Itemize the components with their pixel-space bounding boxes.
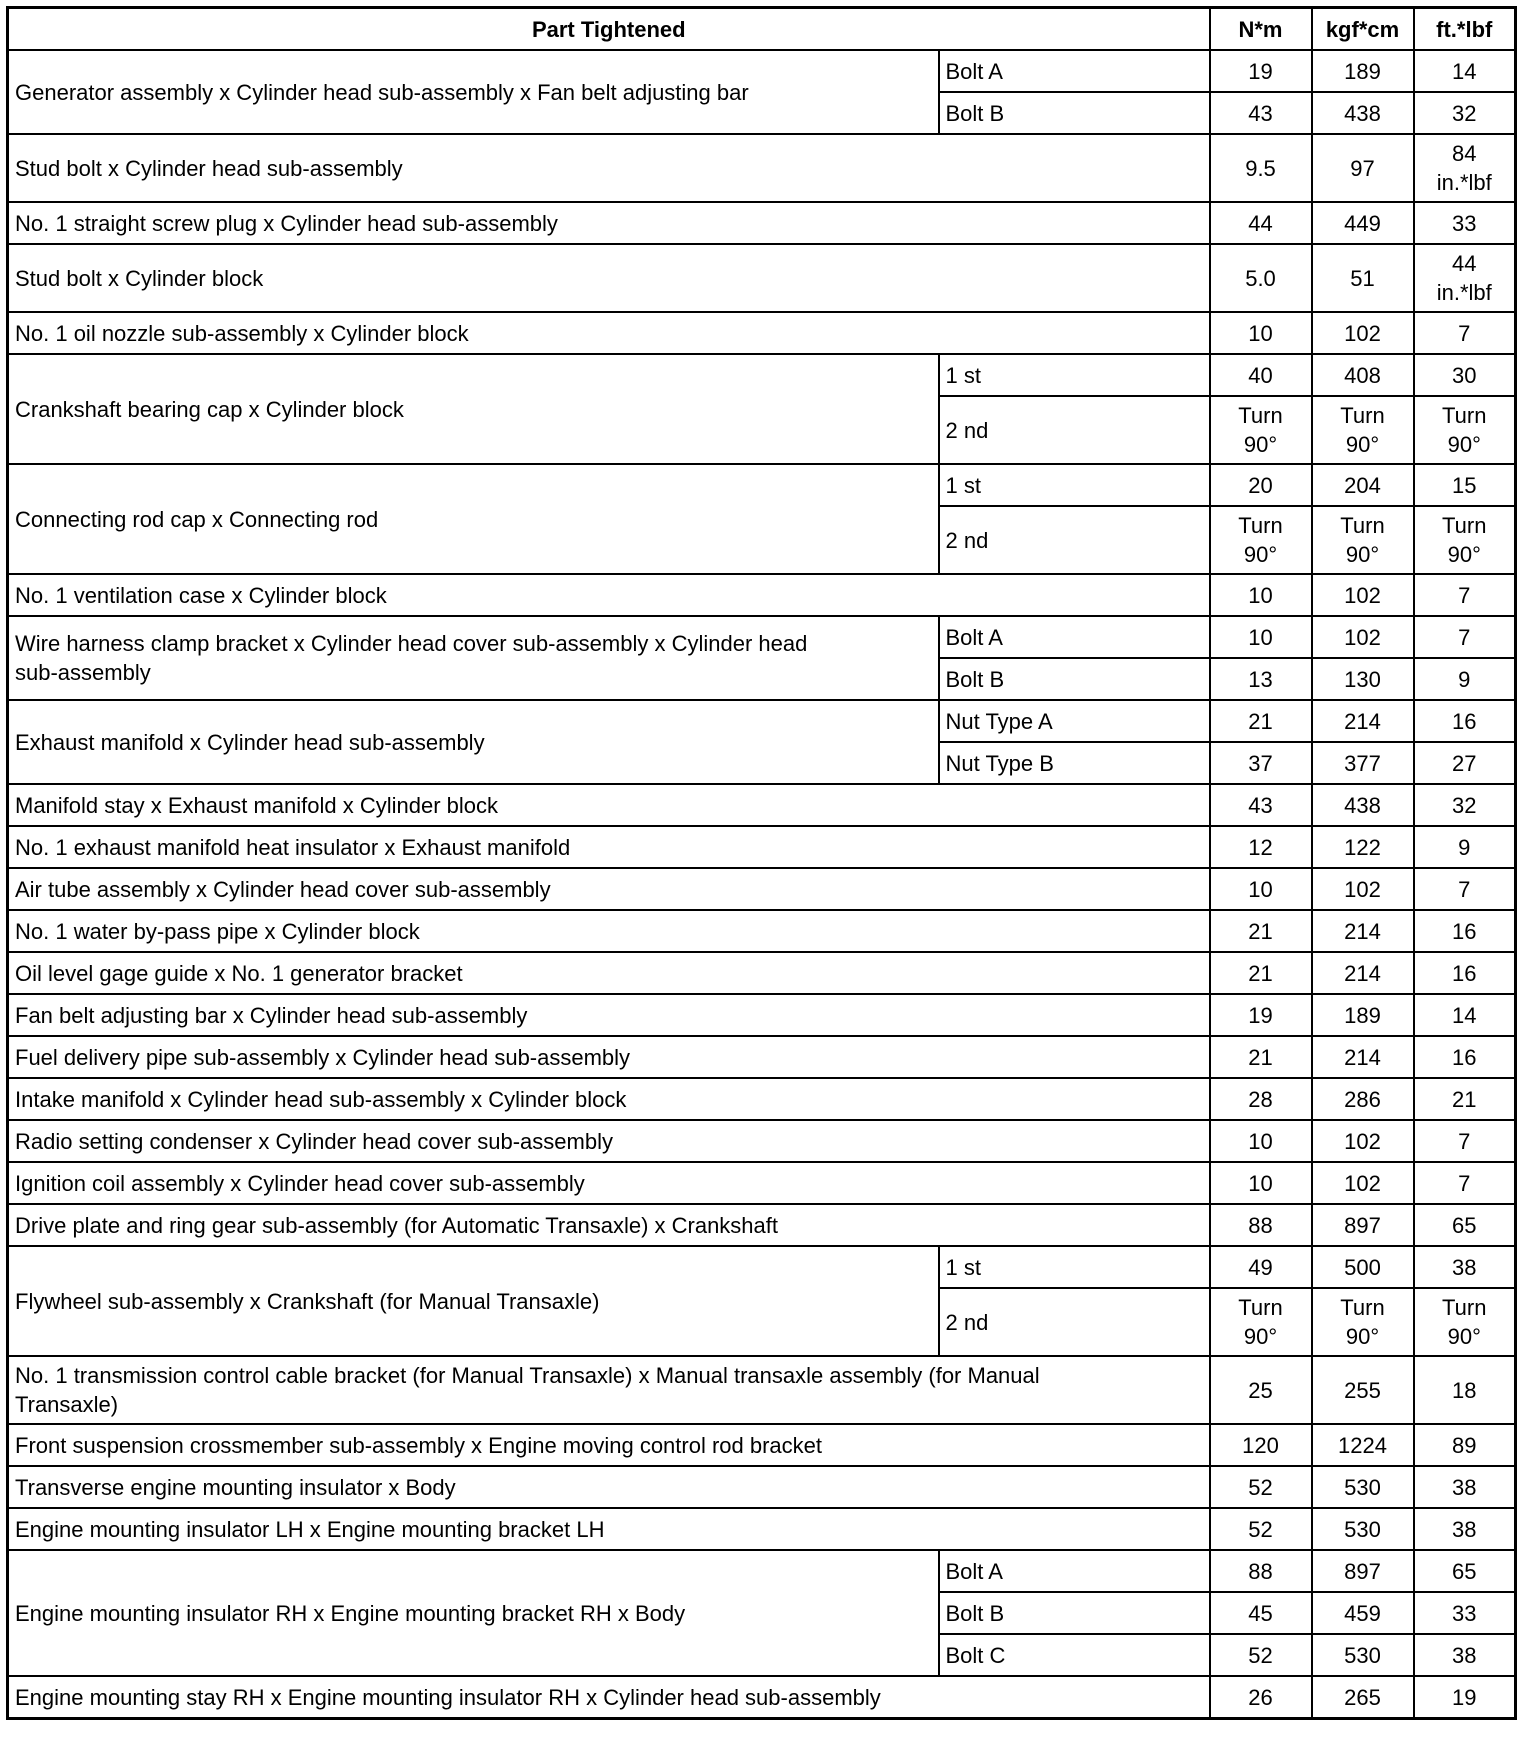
header-kgf-cm: kgf*cm xyxy=(1312,8,1414,51)
part-cell: Wire harness clamp bracket x Cylinder head cover sub-assembly x Cylinder head sub-assembly xyxy=(8,616,939,700)
ft-cell: Turn 90° xyxy=(1414,1288,1516,1356)
table-row xyxy=(8,1204,1516,1246)
ft-cell: 7 xyxy=(1414,1120,1516,1162)
nm-cell: 43 xyxy=(1210,784,1312,826)
nm-cell: 19 xyxy=(1210,994,1312,1036)
table-row xyxy=(8,574,1516,616)
ft-cell: 38 xyxy=(1414,1634,1516,1676)
table-row xyxy=(8,1078,1516,1120)
table-row xyxy=(8,1120,1516,1162)
part-cell: Stud bolt x Cylinder head sub-assembly xyxy=(8,134,1210,202)
nm-cell: 10 xyxy=(1210,312,1312,354)
part-cell: Front suspension crossmember sub-assembly x Engine moving control rod bracket xyxy=(8,1424,1210,1466)
kgf-cell: 897 xyxy=(1312,1204,1414,1246)
condition-cell: Bolt B xyxy=(939,1592,1210,1634)
part-cell: Transverse engine mounting insulator x Body xyxy=(8,1466,1210,1508)
ft-cell: 89 xyxy=(1414,1424,1516,1466)
kgf-cell: 214 xyxy=(1312,910,1414,952)
torque-spec-table xyxy=(6,6,1517,1720)
kgf-cell: Turn 90° xyxy=(1312,506,1414,574)
ft-cell: 7 xyxy=(1414,1162,1516,1204)
nm-cell: Turn 90° xyxy=(1210,396,1312,464)
kgf-cell: 122 xyxy=(1312,826,1414,868)
table-row xyxy=(8,1036,1516,1078)
nm-cell: 20 xyxy=(1210,464,1312,506)
condition-cell: Bolt B xyxy=(939,658,1210,700)
ft-cell: 32 xyxy=(1414,784,1516,826)
table-row xyxy=(8,616,1516,658)
nm-cell: 37 xyxy=(1210,742,1312,784)
kgf-cell: 897 xyxy=(1312,1550,1414,1592)
kgf-cell: 377 xyxy=(1312,742,1414,784)
kgf-cell: 102 xyxy=(1312,868,1414,910)
ft-cell: 7 xyxy=(1414,574,1516,616)
nm-cell: 120 xyxy=(1210,1424,1312,1466)
ft-cell: 65 xyxy=(1414,1550,1516,1592)
nm-cell: 21 xyxy=(1210,1036,1312,1078)
nm-cell: 25 xyxy=(1210,1356,1312,1424)
ft-cell: Turn 90° xyxy=(1414,396,1516,464)
kgf-cell: 265 xyxy=(1312,1676,1414,1719)
table-row xyxy=(8,1676,1516,1719)
kgf-cell: 130 xyxy=(1312,658,1414,700)
kgf-cell: 102 xyxy=(1312,1162,1414,1204)
ft-cell: 21 xyxy=(1414,1078,1516,1120)
ft-cell: 9 xyxy=(1414,826,1516,868)
table-row xyxy=(8,910,1516,952)
condition-cell: Nut Type B xyxy=(939,742,1210,784)
ft-cell: 16 xyxy=(1414,1036,1516,1078)
table-row xyxy=(8,354,1516,396)
part-cell: Oil level gage guide x No. 1 generator bracket xyxy=(8,952,1210,994)
part-cell: Connecting rod cap x Connecting rod xyxy=(8,464,939,574)
table-row xyxy=(8,1356,1516,1424)
part-cell: Fuel delivery pipe sub-assembly x Cylinder head sub-assembly xyxy=(8,1036,1210,1078)
condition-cell: Bolt A xyxy=(939,616,1210,658)
part-cell: Flywheel sub-assembly x Crankshaft (for Manual Transaxle) xyxy=(8,1246,939,1356)
part-cell: Engine mounting insulator LH x Engine mounting bracket LH xyxy=(8,1508,1210,1550)
nm-cell: 10 xyxy=(1210,1120,1312,1162)
table-header-row xyxy=(8,8,1516,51)
header-ft-lbf: ft.*lbf xyxy=(1414,8,1516,51)
kgf-cell: 255 xyxy=(1312,1356,1414,1424)
ft-cell: Turn 90° xyxy=(1414,506,1516,574)
table-row xyxy=(8,868,1516,910)
table-row xyxy=(8,1550,1516,1592)
part-cell: No. 1 exhaust manifold heat insulator x Exhaust manifold xyxy=(8,826,1210,868)
condition-cell: Bolt A xyxy=(939,1550,1210,1592)
table-row xyxy=(8,952,1516,994)
nm-cell: 28 xyxy=(1210,1078,1312,1120)
condition-cell: 1 st xyxy=(939,464,1210,506)
kgf-cell: Turn 90° xyxy=(1312,1288,1414,1356)
nm-cell: 21 xyxy=(1210,952,1312,994)
part-cell: Crankshaft bearing cap x Cylinder block xyxy=(8,354,939,464)
condition-cell: 1 st xyxy=(939,354,1210,396)
table-row xyxy=(8,202,1516,244)
nm-cell: 10 xyxy=(1210,868,1312,910)
nm-cell: 45 xyxy=(1210,1592,1312,1634)
condition-cell: 2 nd xyxy=(939,396,1210,464)
condition-cell: 2 nd xyxy=(939,506,1210,574)
kgf-cell: Turn 90° xyxy=(1312,396,1414,464)
part-cell: Fan belt adjusting bar x Cylinder head sub-assembly xyxy=(8,994,1210,1036)
table-row xyxy=(8,1162,1516,1204)
kgf-cell: 204 xyxy=(1312,464,1414,506)
table-row xyxy=(8,1246,1516,1288)
ft-cell: 15 xyxy=(1414,464,1516,506)
nm-cell: 9.5 xyxy=(1210,134,1312,202)
kgf-cell: 214 xyxy=(1312,1036,1414,1078)
nm-cell: 26 xyxy=(1210,1676,1312,1719)
table-row xyxy=(8,312,1516,354)
ft-cell: 7 xyxy=(1414,616,1516,658)
kgf-cell: 214 xyxy=(1312,952,1414,994)
header-part-tightened: Part Tightened xyxy=(8,8,1210,51)
kgf-cell: 189 xyxy=(1312,994,1414,1036)
ft-cell: 38 xyxy=(1414,1508,1516,1550)
condition-cell: Nut Type A xyxy=(939,700,1210,742)
kgf-cell: 102 xyxy=(1312,616,1414,658)
ft-cell: 7 xyxy=(1414,868,1516,910)
table-row xyxy=(8,244,1516,312)
ft-cell: 65 xyxy=(1414,1204,1516,1246)
nm-cell: 5.0 xyxy=(1210,244,1312,312)
part-cell: Air tube assembly x Cylinder head cover sub-assembly xyxy=(8,868,1210,910)
nm-cell: 13 xyxy=(1210,658,1312,700)
nm-cell: 52 xyxy=(1210,1508,1312,1550)
part-cell: Manifold stay x Exhaust manifold x Cylinder block xyxy=(8,784,1210,826)
table-row xyxy=(8,1508,1516,1550)
part-cell: Ignition coil assembly x Cylinder head cover sub-assembly xyxy=(8,1162,1210,1204)
nm-cell: 10 xyxy=(1210,1162,1312,1204)
part-cell: Engine mounting stay RH x Engine mounting insulator RH x Cylinder head sub-assembly xyxy=(8,1676,1210,1719)
nm-cell: 44 xyxy=(1210,202,1312,244)
condition-cell: 2 nd xyxy=(939,1288,1210,1356)
ft-cell: 7 xyxy=(1414,312,1516,354)
ft-cell: 16 xyxy=(1414,700,1516,742)
table-row xyxy=(8,1466,1516,1508)
part-cell: Exhaust manifold x Cylinder head sub-assembly xyxy=(8,700,939,784)
part-cell: Generator assembly x Cylinder head sub-assembly x Fan belt adjusting bar xyxy=(8,50,939,134)
nm-cell: 88 xyxy=(1210,1550,1312,1592)
kgf-cell: 500 xyxy=(1312,1246,1414,1288)
nm-cell: 10 xyxy=(1210,574,1312,616)
kgf-cell: 189 xyxy=(1312,50,1414,92)
nm-cell: 52 xyxy=(1210,1466,1312,1508)
condition-cell: Bolt C xyxy=(939,1634,1210,1676)
table-row xyxy=(8,784,1516,826)
table-row xyxy=(8,1424,1516,1466)
kgf-cell: 51 xyxy=(1312,244,1414,312)
nm-cell: 12 xyxy=(1210,826,1312,868)
condition-cell: 1 st xyxy=(939,1246,1210,1288)
ft-cell: 19 xyxy=(1414,1676,1516,1719)
ft-cell: 27 xyxy=(1414,742,1516,784)
part-cell: Radio setting condenser x Cylinder head cover sub-assembly xyxy=(8,1120,1210,1162)
ft-cell: 33 xyxy=(1414,202,1516,244)
part-cell: No. 1 ventilation case x Cylinder block xyxy=(8,574,1210,616)
nm-cell: 88 xyxy=(1210,1204,1312,1246)
kgf-cell: 286 xyxy=(1312,1078,1414,1120)
nm-cell: 21 xyxy=(1210,700,1312,742)
nm-cell: 40 xyxy=(1210,354,1312,396)
ft-cell: 9 xyxy=(1414,658,1516,700)
kgf-cell: 408 xyxy=(1312,354,1414,396)
ft-cell: 38 xyxy=(1414,1466,1516,1508)
nm-cell: Turn 90° xyxy=(1210,506,1312,574)
kgf-cell: 530 xyxy=(1312,1508,1414,1550)
torque-spec-document xyxy=(6,6,1517,1720)
nm-cell: 19 xyxy=(1210,50,1312,92)
kgf-cell: 449 xyxy=(1312,202,1414,244)
part-cell: No. 1 transmission control cable bracket (for Manual Transaxle) x Manual transaxle assembly (for Manual Transaxle) xyxy=(8,1356,1210,1424)
ft-cell: 38 xyxy=(1414,1246,1516,1288)
nm-cell: Turn 90° xyxy=(1210,1288,1312,1356)
condition-cell: Bolt B xyxy=(939,92,1210,134)
kgf-cell: 102 xyxy=(1312,1120,1414,1162)
table-row xyxy=(8,994,1516,1036)
kgf-cell: 97 xyxy=(1312,134,1414,202)
nm-cell: 49 xyxy=(1210,1246,1312,1288)
ft-cell: 44 in.*lbf xyxy=(1414,244,1516,312)
ft-cell: 33 xyxy=(1414,1592,1516,1634)
kgf-cell: 530 xyxy=(1312,1466,1414,1508)
table-row xyxy=(8,50,1516,92)
table-row xyxy=(8,826,1516,868)
ft-cell: 32 xyxy=(1414,92,1516,134)
table-row xyxy=(8,464,1516,506)
kgf-cell: 214 xyxy=(1312,700,1414,742)
nm-cell: 10 xyxy=(1210,616,1312,658)
part-cell: No. 1 straight screw plug x Cylinder head sub-assembly xyxy=(8,202,1210,244)
nm-cell: 43 xyxy=(1210,92,1312,134)
part-cell: Drive plate and ring gear sub-assembly (for Automatic Transaxle) x Crankshaft xyxy=(8,1204,1210,1246)
nm-cell: 52 xyxy=(1210,1634,1312,1676)
kgf-cell: 438 xyxy=(1312,92,1414,134)
ft-cell: 30 xyxy=(1414,354,1516,396)
kgf-cell: 530 xyxy=(1312,1634,1414,1676)
ft-cell: 84 in.*lbf xyxy=(1414,134,1516,202)
ft-cell: 18 xyxy=(1414,1356,1516,1424)
part-cell: Engine mounting insulator RH x Engine mounting bracket RH x Body xyxy=(8,1550,939,1676)
ft-cell: 14 xyxy=(1414,50,1516,92)
ft-cell: 16 xyxy=(1414,910,1516,952)
part-cell: Stud bolt x Cylinder block xyxy=(8,244,1210,312)
part-cell: Intake manifold x Cylinder head sub-assembly x Cylinder block xyxy=(8,1078,1210,1120)
kgf-cell: 102 xyxy=(1312,574,1414,616)
kgf-cell: 438 xyxy=(1312,784,1414,826)
kgf-cell: 1224 xyxy=(1312,1424,1414,1466)
ft-cell: 16 xyxy=(1414,952,1516,994)
condition-cell: Bolt A xyxy=(939,50,1210,92)
header-nm: N*m xyxy=(1210,8,1312,51)
kgf-cell: 102 xyxy=(1312,312,1414,354)
ft-cell: 14 xyxy=(1414,994,1516,1036)
part-cell: No. 1 oil nozzle sub-assembly x Cylinder block xyxy=(8,312,1210,354)
kgf-cell: 459 xyxy=(1312,1592,1414,1634)
table-row xyxy=(8,134,1516,202)
table-row xyxy=(8,700,1516,742)
nm-cell: 21 xyxy=(1210,910,1312,952)
part-cell: No. 1 water by-pass pipe x Cylinder block xyxy=(8,910,1210,952)
